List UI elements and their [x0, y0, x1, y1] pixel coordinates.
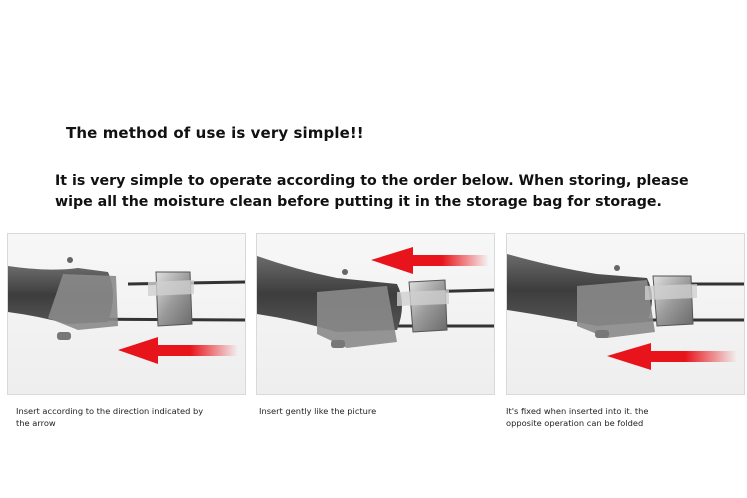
step-1-caption-line-1: Insert according to the direction indicated by	[16, 406, 204, 416]
clip-shape	[409, 280, 447, 332]
intro-line-2: wipe all the moisture clean before putting it in the storage bag for storage.	[55, 194, 662, 210]
step-2-caption	[259, 405, 479, 417]
step-3-caption-line-1: It's fixed when inserted into it. the	[506, 406, 649, 416]
step-1-illustration	[8, 234, 245, 394]
step-1-photo	[7, 233, 246, 395]
step-2-illustration	[257, 234, 494, 394]
clip-shape	[156, 272, 192, 326]
step-2-photo	[256, 233, 495, 395]
clip-shape	[653, 276, 693, 326]
intro-line-1: It is very simple to operate according to the order below. When storing, please	[55, 173, 689, 189]
arrow-icon	[118, 337, 238, 364]
step-3-caption-line-2: opposite operation can be folded	[506, 418, 644, 428]
step-3-illustration	[507, 234, 744, 394]
step-1-caption	[16, 405, 236, 429]
step-1-caption-line-2: the arrow	[16, 418, 56, 428]
arrow-icon	[371, 247, 489, 274]
step-2-caption-line-1: Insert gently like the picture	[259, 406, 377, 416]
top-blank-area	[0, 0, 747, 110]
intro-text	[55, 171, 735, 213]
step-3-caption	[506, 405, 726, 429]
arrow-icon	[607, 343, 737, 370]
page-title: The method of use is very simple!!	[66, 124, 364, 142]
step-3-photo	[506, 233, 745, 395]
